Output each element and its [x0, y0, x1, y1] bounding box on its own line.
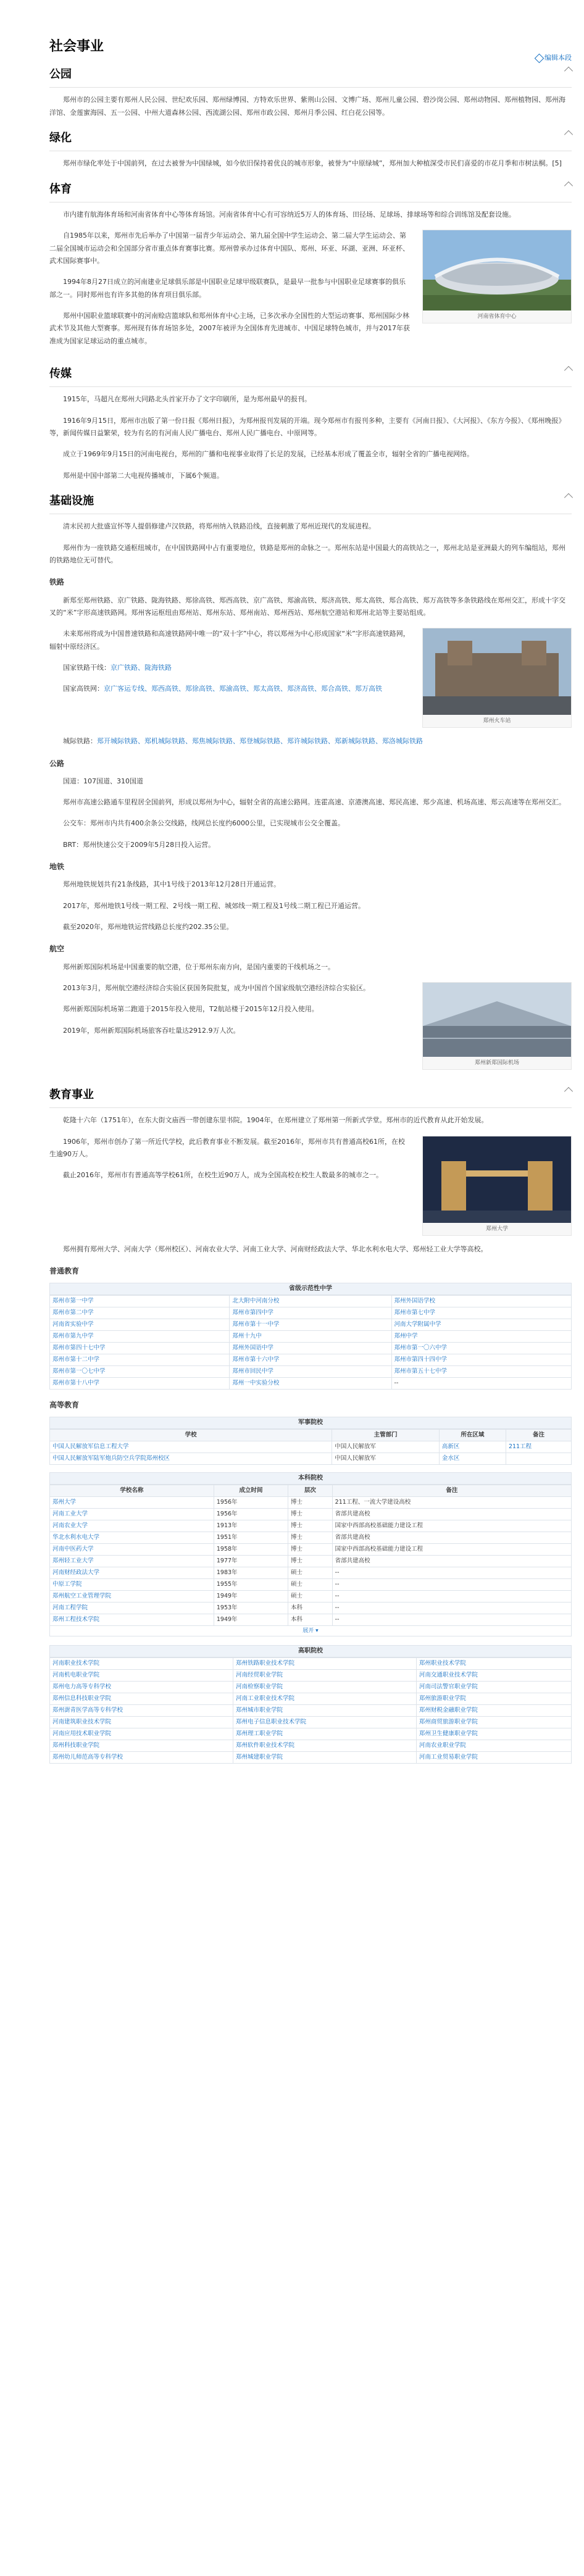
table-cell[interactable]: 河南司法警官职业学院 — [416, 1682, 571, 1693]
table-cell[interactable]: 河南工业大学 — [50, 1509, 214, 1520]
table-cell[interactable]: 河南机电职业学院 — [50, 1670, 233, 1682]
table-cell: 本科 — [288, 1614, 333, 1626]
table-cell: 硕士 — [288, 1567, 333, 1579]
air-paragraph-1: 郑州新郑国际机场是中国重要的航空港，位于郑州东南方向，是国内重要的干线机场之一。 — [63, 962, 335, 971]
media-paragraph-1: 1915年，马超凡在郑州大同路北头首家开办了文字印刷所，是为郑州最早的报刊。 — [63, 395, 311, 404]
table-row — [50, 1579, 572, 1591]
sports-figure-caption: 河南省体育中心 — [477, 314, 517, 320]
collapse-icon[interactable] — [564, 181, 573, 190]
table-row — [50, 1532, 572, 1544]
metro-paragraph-2: 2017年，郑州地铁1号线一期工程、2号线一期工程、城郊线一期工程及1号线二期工程已开通运营。 — [63, 901, 365, 910]
table-cell[interactable]: 郑州市第一中学 — [50, 1296, 230, 1307]
table-cell: 211工程、一流大学建设高校 — [332, 1497, 571, 1509]
rail-intercity-links[interactable]: 郑开城际铁路、郑机城际铁路、郑焦城际铁路、郑登城际铁路、郑许城际铁路、郑新城际铁路、郑洛城际铁路 — [97, 737, 423, 746]
table-cell[interactable]: 郑州一中实验分校 — [230, 1378, 391, 1390]
table-cell[interactable]: 河南检察职业学院 — [233, 1682, 416, 1693]
table-cell[interactable]: 郑州市第十六中学 — [230, 1354, 391, 1366]
table-cell[interactable]: 郑州市第九中学 — [50, 1331, 230, 1343]
table-cell[interactable]: 中原工学院 — [50, 1579, 214, 1591]
table-header: 备注 — [332, 1485, 571, 1497]
table-row — [50, 1354, 572, 1366]
table-cell: 1913年 — [214, 1520, 288, 1532]
table-cell: -- — [332, 1591, 571, 1603]
table-cell: 硕士 — [288, 1591, 333, 1603]
table-row — [50, 1509, 572, 1520]
vocational-table-title: 高职院校 — [49, 1645, 572, 1657]
table-cell[interactable]: 河南应用技术职业学院 — [50, 1728, 233, 1740]
table-cell[interactable]: 河南交通职业技术学院 — [416, 1670, 571, 1682]
table-row — [50, 1296, 572, 1307]
table-cell — [506, 1453, 571, 1465]
article-content — [49, 37, 572, 1771]
table-row — [50, 1520, 572, 1532]
collapse-icon[interactable] — [564, 493, 573, 502]
table-cell[interactable]: 郑州市第四十四中学 — [391, 1354, 571, 1366]
road-paragraph-3: 公交车：郑州市内共有400余条公交线路，线网总长度约6000公里，已实现城市公交全覆盖。 — [63, 819, 344, 828]
table-cell[interactable]: 郑州理工职业学院 — [233, 1728, 416, 1740]
table-cell[interactable]: 河南大学附属中学 — [391, 1319, 571, 1331]
air-title: 航空 — [49, 944, 65, 954]
rail-intercity — [49, 735, 572, 748]
air-figure-caption: 郑州新郑国际机场 — [474, 1059, 519, 1066]
infra-paragraph-1: 清末民初大批盛宣怀等人提倡修建卢汉铁路，将郑州纳入铁路沿线，直接刺激了郑州近现代的发展进程。 — [63, 522, 375, 531]
table-row — [50, 1366, 572, 1378]
table-cell[interactable]: 河南工程学院 — [50, 1603, 214, 1614]
edu-figure[interactable] — [422, 1136, 572, 1236]
table-header: 备注 — [506, 1430, 571, 1441]
table-cell[interactable]: 郑州铁路职业技术学院 — [233, 1658, 416, 1670]
road-paragraph-2: 郑州市高速公路通车里程居全国前列，形成以郑州为中心，辐射全省的高速公路网。连霍高速、京港澳高速、郑民高速、郑少高速、机场高速、郑云高速等在郑州交汇。 — [63, 798, 565, 807]
park-paragraph: 郑州市的公园主要有郑州人民公园、世纪欢乐园、郑州绿博园、方特欢乐世界、紫荆山公园、文博广场、郑州儿童公园、碧沙岗公园、郑州动物园、郑州植物园、郑州海洋馆、金莲蜜海园、五一公园、中州大道森林公园、西流湖公园、郑州市政公园、郑州月季公园、红白花公园等。 — [49, 96, 565, 117]
section-park-title-text: 公园 — [49, 68, 72, 81]
road-paragraph-1: 国道：107国道、310国道 — [63, 777, 143, 785]
table-cell: 1983年 — [214, 1567, 288, 1579]
table-cell[interactable]: 郑州中学 — [391, 1331, 571, 1343]
table-cell[interactable]: 高新区 — [439, 1441, 506, 1453]
table-cell[interactable]: 河南中医药大学 — [50, 1544, 214, 1556]
basic-edu-table — [49, 1295, 572, 1390]
edu-paragraph-4: 郑州拥有郑州大学、河南大学（郑州校区）、河南农业大学、河南工业大学、河南财经政法大学、华北水利水电大学、郑州轻工业大学等高校。 — [63, 1244, 488, 1253]
table-cell[interactable]: 中国人民解放军信息工程大学 — [50, 1441, 332, 1453]
section-green-title-text: 绿化 — [49, 131, 72, 144]
rail-figure[interactable] — [422, 628, 572, 728]
table-cell: 1953年 — [214, 1603, 288, 1614]
table-cell: -- — [332, 1614, 571, 1626]
section-infra-title-text: 基础设施 — [49, 494, 94, 508]
air-paragraph-4: 2019年，郑州新郑国际机场旅客吞吐量达2912.9万人次。 — [63, 1026, 240, 1035]
table-row — [50, 1497, 572, 1509]
undergrad-table — [49, 1485, 572, 1626]
air-paragraph-2: 2013年3月，郑州航空港经济综合实验区获国务院批复，成为中国首个国家级航空港经济综合实验区。 — [63, 983, 370, 992]
expand-button[interactable] — [49, 1626, 572, 1636]
media-paragraph-3: 成立于1969年9月15日的河南电视台，郑州的广播和电视事业取得了长足的发展，已经基本形成了覆盖全市，辐射全省的广播电视网络。 — [63, 450, 473, 459]
table-cell: 省部共建高校 — [332, 1556, 571, 1567]
table-row — [50, 1705, 572, 1717]
table-cell: 博士 — [288, 1544, 333, 1556]
table-cell: 1951年 — [214, 1532, 288, 1544]
table-cell[interactable]: 郑州市第四中学 — [230, 1307, 391, 1319]
table-cell[interactable]: 郑州外国语中学 — [230, 1343, 391, 1354]
university-image — [423, 1136, 571, 1223]
table-row — [50, 1544, 572, 1556]
table-cell[interactable]: 金水区 — [439, 1453, 506, 1465]
section-park-title — [49, 64, 572, 88]
table-cell: 省部共建高校 — [332, 1532, 571, 1544]
section-media-title-text: 传媒 — [49, 367, 72, 381]
table-cell[interactable]: 郑州市第一〇七中学 — [50, 1366, 230, 1378]
green-paragraph: 郑州市绿化率处于中国前列，在过去被誉为中国绿城，如今依旧保持着优良的城市形象，被誉为“中原绿城”，郑州加大种植深受市民们喜爱的市花月季和市树法桐。[5] — [63, 159, 562, 168]
rail-paragraph-1: 新郑至郑州铁路、京广铁路、陇海铁路、郑徐高铁、郑西高铁、京广高铁、郑渝高铁、郑济高铁、郑太高铁、郑合高铁、郑万高铁等多条铁路线在郑州交汇，形成十字交叉的“米”字形高速铁路网。郑州客运枢纽由郑州站、郑州东站、郑州南站、郑州西站、郑州航空港站和郑州北站等主要站组成。 — [49, 596, 565, 617]
table-cell: 国家中西部高校基础能力建设工程 — [332, 1520, 571, 1532]
sports-paragraph-3: 1994年8月27日成立的河南建业足球俱乐部是中国职业足球甲级联赛队，是最早一批参与中国职业足球赛事的俱乐部之一。同时郑州也有许多其他的体育项目俱乐部。 — [49, 278, 406, 299]
table-row — [50, 1658, 572, 1670]
edu-paragraph-3: 截止2016年，郑州市有普通高等学校61所，在校生近90万人，成为全国高校在校生人数最多的城市之一。 — [63, 1171, 383, 1180]
table-cell: 中国人民解放军 — [332, 1441, 440, 1453]
rail-title: 铁路 — [49, 578, 65, 587]
table-cell: 1977年 — [214, 1556, 288, 1567]
table-row — [50, 1453, 572, 1465]
table-cell[interactable]: 郑州市第十二中学 — [50, 1354, 230, 1366]
table-row — [50, 1319, 572, 1331]
table-cell[interactable]: 河南农业职业学院 — [416, 1740, 571, 1752]
table-cell: 博士 — [288, 1532, 333, 1544]
table-cell: 1949年 — [214, 1614, 288, 1626]
sports-paragraph-4: 郑州中国职业篮球联赛中的河南赊店篮球队和郑州体育中心主场，已多次承办全国性的大型运动赛事、郑州国际少林武术节及其他大型赛事。郑州现有体育场馆多处，2007年被评为全国体育先进城市、中国足球特色城市，并与2017年获准成为国家足球运动的重点城市。 — [49, 311, 410, 345]
air-paragraph-3: 郑州新郑国际机场第二跑道于2015年投入使用，T2航站楼于2015年12月投入使用。 — [63, 1005, 319, 1014]
table-cell: 1956年 — [214, 1509, 288, 1520]
table-cell[interactable]: 河南建筑职业技术学院 — [50, 1717, 233, 1728]
table-cell[interactable]: 郑州城建职业学院 — [233, 1752, 416, 1764]
rail-intercity-label: 城际铁路： — [63, 737, 97, 746]
table-cell[interactable]: 郑州市第一〇六中学 — [391, 1343, 571, 1354]
section-green-title — [49, 128, 572, 151]
road-paragraph-4: BRT：郑州快速公交于2009年5月28日投入运营。 — [63, 840, 215, 849]
table-cell[interactable]: 中国人民解放军陆军炮兵防空兵学院郑州校区 — [50, 1453, 332, 1465]
table-cell[interactable]: 河南省实验中学 — [50, 1319, 230, 1331]
section-sports-title-text: 体育 — [49, 182, 72, 196]
rail-national-label: 国家铁路干线： — [63, 663, 111, 672]
table-cell[interactable]: 河南财经政法大学 — [50, 1567, 214, 1579]
table-cell[interactable]: 郑州软件职业技术学院 — [233, 1740, 416, 1752]
table-cell[interactable]: 郑州职业技术学院 — [416, 1658, 571, 1670]
table-header: 学校 — [50, 1430, 332, 1441]
table-cell[interactable]: 郑州十九中 — [230, 1331, 391, 1343]
sports-paragraph-1: 市内建有航海体育场和河南省体育中心等体育场馆。河南省体育中心有可容纳近5万人的体育场、田径场、足球场、排球场等和综合训练馆及配套设施。 — [63, 210, 515, 219]
metro-paragraph-1: 郑州地铁规划共有21条线路，其中1号线于2013年12月28日开通运营。 — [63, 880, 280, 889]
table-cell[interactable]: 郑州市第十一中学 — [230, 1319, 391, 1331]
edu-figure-caption: 郑州大学 — [485, 1225, 508, 1232]
table-cell[interactable]: 郑州科技职业学院 — [50, 1740, 233, 1752]
table-cell[interactable]: 郑州电力高等专科学校 — [50, 1682, 233, 1693]
table-cell[interactable]: 河南工业贸易职业学院 — [416, 1752, 571, 1764]
table-row — [50, 1331, 572, 1343]
media-paragraph-4: 郑州是中国中部第二大电视传播城市，下属6个频道。 — [63, 471, 223, 480]
collapse-icon[interactable] — [564, 130, 573, 139]
table-cell[interactable]: 郑州澍青医学高等专科学校 — [50, 1705, 233, 1717]
table-cell[interactable]: 郑州市第二中学 — [50, 1307, 230, 1319]
infra-paragraph-2: 郑州作为一座铁路交通枢纽城市，在中国铁路网中占有重要地位，铁路是郑州的命脉之一。郑州东站是中国最大的高铁站之一，郑州北站是亚洲最大的列车编组站，郑州的铁路地位无可替代。 — [49, 543, 565, 565]
table-row — [50, 1740, 572, 1752]
sports-paragraph-2: 自1985年以来，郑州市先后举办了中国第一届青少年运动会、第九届全国中学生运动会、第二届大学生运动会、第二届全国城市运动会和全国部分省市重点体育赛事比赛。郑州曾承办过体育中国队、郑州、环亚、环湖、亚洲、环亚杯、武术国际赛事中。 — [49, 231, 409, 265]
section-media-title — [49, 364, 572, 387]
metro-paragraph-3: 截至2020年，郑州地铁运营线路总长度约202.35公里。 — [63, 923, 233, 932]
table-cell[interactable]: 郑州电子信息职业技术学院 — [233, 1717, 416, 1728]
expand-label: 展开 — [302, 1628, 314, 1635]
table-row — [50, 1307, 572, 1319]
table-row — [50, 1728, 572, 1740]
table-cell[interactable]: 郑州市第七中学 — [391, 1307, 571, 1319]
table-row — [50, 1717, 572, 1728]
table-cell[interactable]: 郑州商贸旅游职业学院 — [416, 1717, 571, 1728]
table-cell: 博士 — [288, 1509, 333, 1520]
stadium-image — [423, 230, 571, 311]
table-row — [50, 1343, 572, 1354]
rail-figure-caption: 郑州火车站 — [483, 718, 511, 725]
table-row — [50, 1378, 572, 1390]
road-title: 公路 — [49, 759, 65, 768]
chevron-down-icon: ▾ — [315, 1628, 319, 1635]
table-cell[interactable]: 郑州城市职业学院 — [233, 1705, 416, 1717]
table-cell: -- — [332, 1579, 571, 1591]
table-cell[interactable]: 郑州轻工业大学 — [50, 1556, 214, 1567]
rail-paragraph-2: 未来郑州将成为中国普速铁路和高速铁路网中唯一的“双十字”中心，将以郑州为中心形成国家“米”字形高速铁路网，辐射中原经济区。 — [49, 630, 410, 651]
table-cell[interactable]: 河南农业大学 — [50, 1520, 214, 1532]
table-cell[interactable]: 华北水利水电大学 — [50, 1532, 214, 1544]
undergrad-table-title: 本科院校 — [49, 1472, 572, 1485]
table-cell: 1956年 — [214, 1497, 288, 1509]
sports-figure[interactable] — [422, 230, 572, 323]
military-table-title: 军事院校 — [49, 1417, 572, 1429]
section-sports-title — [49, 179, 572, 202]
vocational-table — [49, 1657, 572, 1764]
military-table — [49, 1429, 572, 1465]
table-row — [50, 1693, 572, 1705]
table-cell: 1955年 — [214, 1579, 288, 1591]
table-cell[interactable]: 郑州大学 — [50, 1497, 214, 1509]
table-cell[interactable]: 211工程 — [506, 1441, 571, 1453]
table-cell[interactable]: 郑州外国语学校 — [391, 1296, 571, 1307]
table-cell[interactable]: 郑州卫生健康职业学院 — [416, 1728, 571, 1740]
collapse-icon[interactable] — [564, 366, 573, 375]
table-header: 学校名称 — [50, 1485, 214, 1497]
pencil-icon — [535, 53, 544, 63]
table-cell: 硕士 — [288, 1579, 333, 1591]
section-edu-title — [49, 1085, 572, 1108]
section-edu-title-text: 教育事业 — [49, 1088, 94, 1101]
table-cell: 中国人民解放军 — [332, 1453, 440, 1465]
table-cell[interactable]: 郑州信息科技职业学院 — [50, 1693, 233, 1705]
table-cell: 博士 — [288, 1520, 333, 1532]
table-row — [50, 1682, 572, 1693]
basic-edu-title: 普通教育 — [49, 1266, 80, 1275]
table-header: 主管部门 — [332, 1430, 440, 1441]
table-cell[interactable]: 郑州市第四十七中学 — [50, 1343, 230, 1354]
table-cell[interactable]: 郑州旅游职业学院 — [416, 1693, 571, 1705]
rail-hsr-links[interactable]: 京广客运专线、郑西高铁、郑徐高铁、郑渝高铁、郑太高铁、郑济高铁、郑合高铁、郑万高铁 — [104, 685, 382, 693]
table-cell[interactable]: 郑州市第十八中学 — [50, 1378, 230, 1390]
table-row — [50, 1556, 572, 1567]
table-row — [50, 1441, 572, 1453]
edit-button[interactable] — [536, 52, 572, 64]
media-paragraph-2: 1916年9月15日，郑州市出版了第一份日报《郑州日报》，为郑州报刊发展的开端。现今郑州市有报刊多种，主要有《河南日报》、《大河报》、《东方今报》、《郑州晚报》等，新闻传媒日益繁荣，较为有名的有河南人民广播电台、郑州人民广播电台、中原网等。 — [49, 416, 565, 437]
table-cell: 国家中西部高校基础能力建设工程 — [332, 1544, 571, 1556]
table-cell: 本科 — [288, 1603, 333, 1614]
higher-edu-title: 高等教育 — [49, 1401, 80, 1410]
table-cell[interactable]: 郑州市回民中学 — [230, 1366, 391, 1378]
edu-paragraph-1: 乾隆十六年（1751年），在东大街文庙西一带创建东里书院。1904年，在郑州建立了郑州第一所新式学堂。郑州市的近代教育从此开始发展。 — [63, 1116, 488, 1125]
table-cell: 博士 — [288, 1497, 333, 1509]
table-cell[interactable]: 河南工业职业技术学院 — [233, 1693, 416, 1705]
page-title: 社会事业 — [49, 39, 104, 54]
table-cell[interactable]: 郑州市第五十七中学 — [391, 1366, 571, 1378]
table-header: 成立时间 — [214, 1485, 288, 1497]
table-row — [50, 1591, 572, 1603]
table-cell: -- — [332, 1567, 571, 1579]
table-cell[interactable]: 郑州工程技术学院 — [50, 1614, 214, 1626]
edit-label: 编辑本段 — [544, 54, 572, 62]
table-row — [50, 1670, 572, 1682]
table-cell[interactable]: 北大附中河南分校 — [230, 1296, 391, 1307]
table-cell[interactable]: 河南职业技术学院 — [50, 1658, 233, 1670]
collapse-icon[interactable] — [564, 67, 573, 75]
table-cell: 1949年 — [214, 1591, 288, 1603]
table-row — [50, 1603, 572, 1614]
table-header: 所在区域 — [439, 1430, 506, 1441]
section-infra-title — [49, 491, 572, 514]
rail-national-links[interactable]: 京广铁路、陇海铁路 — [111, 663, 172, 672]
table-row — [50, 1752, 572, 1764]
table-cell: -- — [391, 1378, 571, 1390]
rail-hsr-label: 国家高铁网： — [63, 685, 104, 693]
table-cell: 省部共建高校 — [332, 1509, 571, 1520]
table-header: 层次 — [288, 1485, 333, 1497]
metro-title: 地铁 — [49, 862, 65, 872]
table-row — [50, 1567, 572, 1579]
table-cell[interactable]: 郑州航空工业管理学院 — [50, 1591, 214, 1603]
table-row — [50, 1614, 572, 1626]
edu-paragraph-2: 1906年，郑州市创办了第一所近代学校，此后教育事业不断发展。截至2016年，郑州市共有普通高校61所，在校生逾90万人。 — [49, 1137, 405, 1158]
station-image — [423, 628, 571, 715]
table-cell[interactable]: 郑州财税金融职业学院 — [416, 1705, 571, 1717]
air-figure[interactable] — [422, 982, 572, 1070]
table-cell: -- — [332, 1603, 571, 1614]
table-cell: 博士 — [288, 1556, 333, 1567]
table-cell[interactable]: 郑州幼儿师范高等专科学校 — [50, 1752, 233, 1764]
table-cell[interactable]: 河南经贸职业学院 — [233, 1670, 416, 1682]
basic-edu-table-title: 省级示范性中学 — [49, 1283, 572, 1295]
collapse-icon[interactable] — [564, 1087, 573, 1096]
table-cell: 1958年 — [214, 1544, 288, 1556]
airport-image — [423, 983, 571, 1057]
